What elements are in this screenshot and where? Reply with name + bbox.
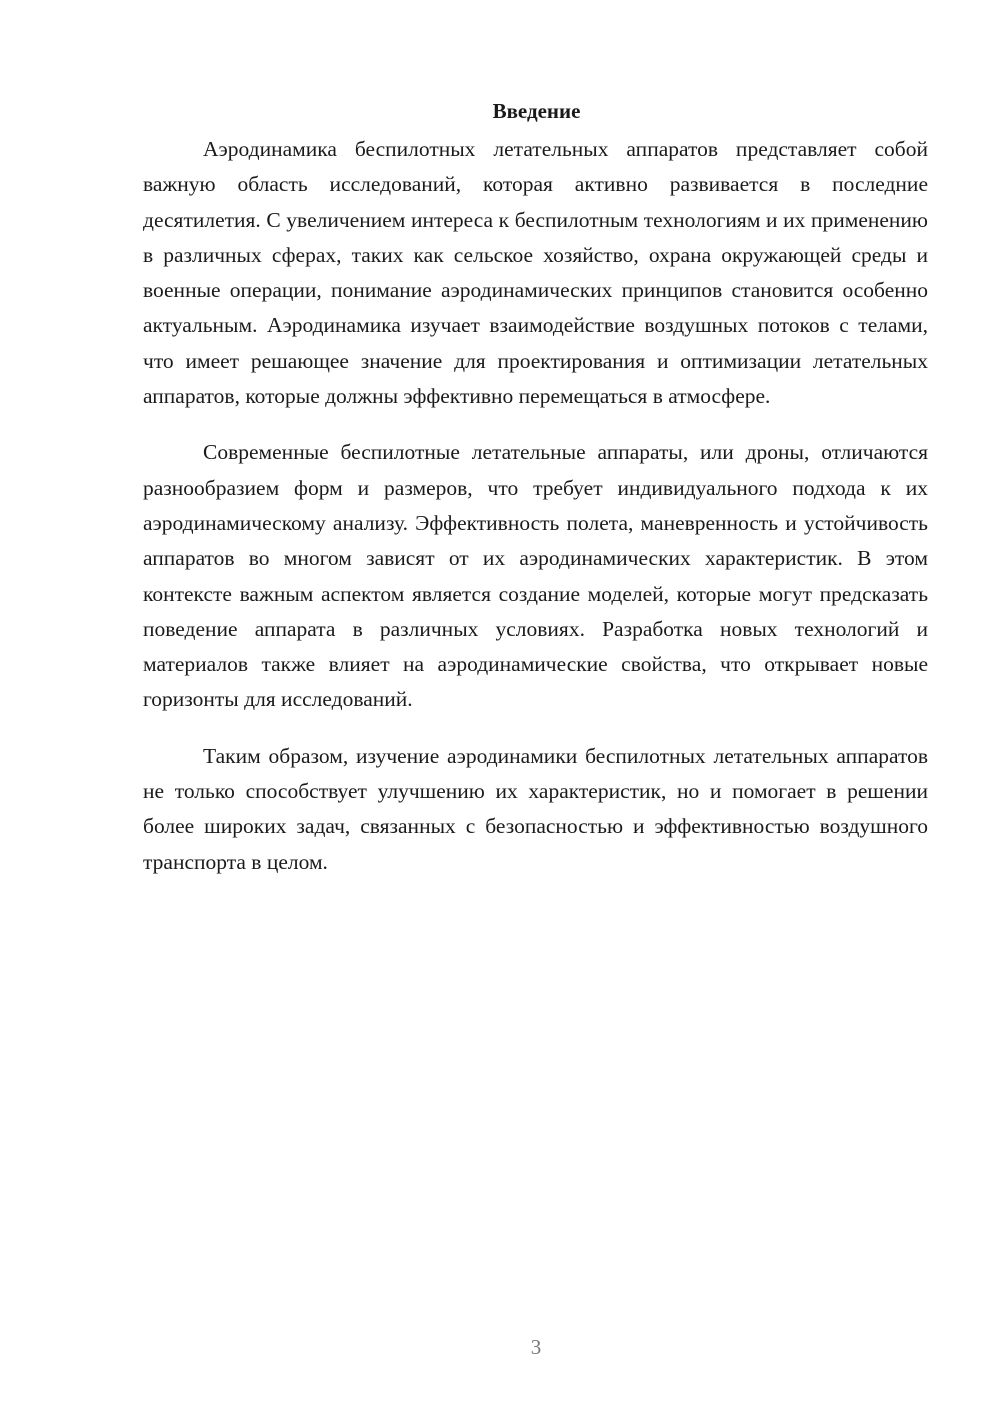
paragraph-1: Аэродинамика беспилотных летательных аппаратов представляет собой важную область исследований, которая активно развивается в последние десятилетия. С увеличением интереса к беспилотным технологиям и их применению в различных сферах, таких как сельское хозяйство, охрана окружающей среды и военные операции, понимание аэродинамических принципов становится особенно актуальным. Аэродинамика изучает взаимодействие воздушных потоков с телами, что имеет решающее значение для проектирования и оптимизации летательных аппаратов, которые должны эффективно перемещаться в атмосфере. [143,137,928,409]
paragraph-3: Таким образом, изучение аэродинамики беспилотных летательных аппаратов не только способствует улучшению их характеристик, но и помогает в решении более широких задач, связанных с безопасностью и эффективностью воздушного транспорта в целом. [143,743,928,874]
paragraph-2: Современные беспилотные летательные аппараты, или дроны, отличаются разнообразием форм и размеров, что требует индивидуального подхода к их аэродинамическому анализу. Эффективность полета, маневренность и устойчивость аппаратов во многом зависят от их аэродинамических характеристик. В этом контексте важным аспектом является создание моделей, которые могут предсказать поведение аппарата в различных условиях. Разработка новых технологий и материалов также влияет на аэродинамические свойства, что открывает новые горизонты для исследований. [143,440,928,712]
page-title: Введение [492,99,581,123]
page-content [143,96,928,880]
page-number: 3 [530,1335,542,1359]
